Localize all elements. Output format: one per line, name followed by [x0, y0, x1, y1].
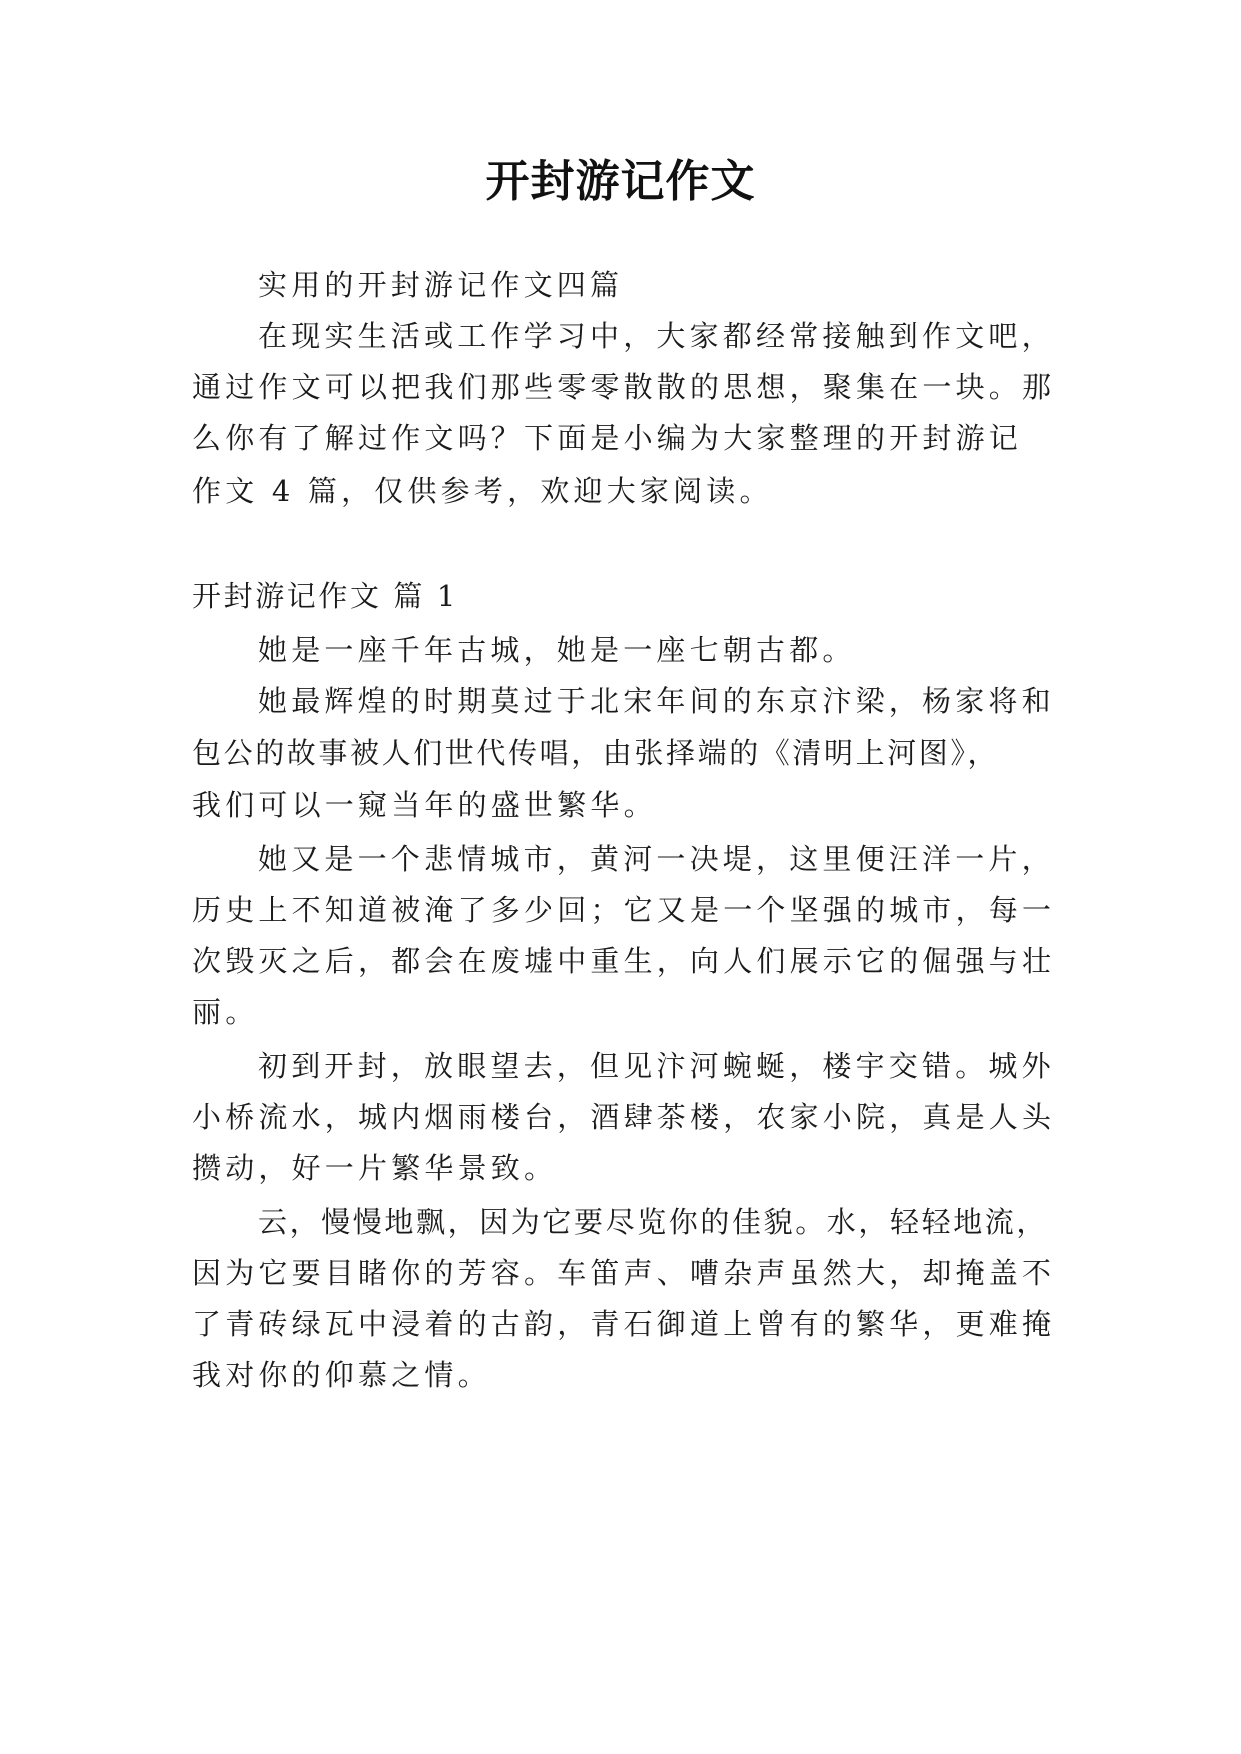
paragraph-2-line-3: 我们可以一窥当年的盛世繁华。: [192, 788, 657, 822]
paragraph-5-line-2: 因为它要目睹你的芳容。车笛声、嘈杂声虽然大，却掩盖不: [192, 1256, 1056, 1290]
paragraph-3-line-2: 历史上不知道被淹了多少回；它又是一个坚强的城市，每一: [192, 893, 1056, 927]
paragraph-2-line-2: 包公的故事被人们世代传唱，由张择端的《清明上河图》，: [192, 736, 1000, 770]
paragraph-2-line-1: 她最辉煌的时期莫过于北宋年间的东京汴梁，杨家将和: [258, 684, 1055, 718]
paragraph-1-line-1: 她是一座千年古城，她是一座七朝古都。: [258, 633, 856, 667]
paragraph-5-line-3: 了青砖绿瓦中浸着的古韵，青石御道上曾有的繁华，更难掩: [192, 1307, 1056, 1341]
intro-line-1: 在现实生活或工作学习中，大家都经常接触到作文吧，: [258, 319, 1055, 353]
paragraph-4-line-1: 初到开封，放眼望去，但见汴河蜿蜒，楼宇交错。城外: [258, 1049, 1055, 1083]
document-subtitle: 实用的开封游记作文四篇: [258, 268, 624, 302]
paragraph-3-line-1: 她又是一个悲情城市，黄河一决堤，这里便汪洋一片，: [258, 842, 1055, 876]
paragraph-4-line-2: 小桥流水，城内烟雨楼台，酒肆茶楼，农家小院，真是人头: [192, 1100, 1056, 1134]
intro-line-2: 通过作文可以把我们那些零零散散的思想，聚集在一块。那: [192, 370, 1056, 404]
paragraph-4-line-3: 攒动，好一片繁华景致。: [192, 1151, 558, 1185]
document-title: 开封游记作文: [485, 156, 756, 207]
paragraph-3-line-3: 次毁灭之后，都会在废墟中重生，向人们展示它的倔强与壮: [192, 944, 1056, 978]
intro-line-3: 么你有了解过作文吗？下面是小编为大家整理的开封游记: [192, 421, 1023, 455]
section-heading: 开封游记作文 篇 1: [192, 579, 458, 613]
paragraph-5-line-1: 云，慢慢地飘，因为它要尽览你的佳貌。水，轻轻地流，: [258, 1205, 1049, 1239]
intro-line-4: 作文 4 篇，仅供参考，欢迎大家阅读。: [192, 474, 773, 508]
paragraph-3-line-4: 丽。: [192, 995, 259, 1029]
paragraph-5-line-4: 我对你的仰慕之情。: [192, 1358, 491, 1392]
